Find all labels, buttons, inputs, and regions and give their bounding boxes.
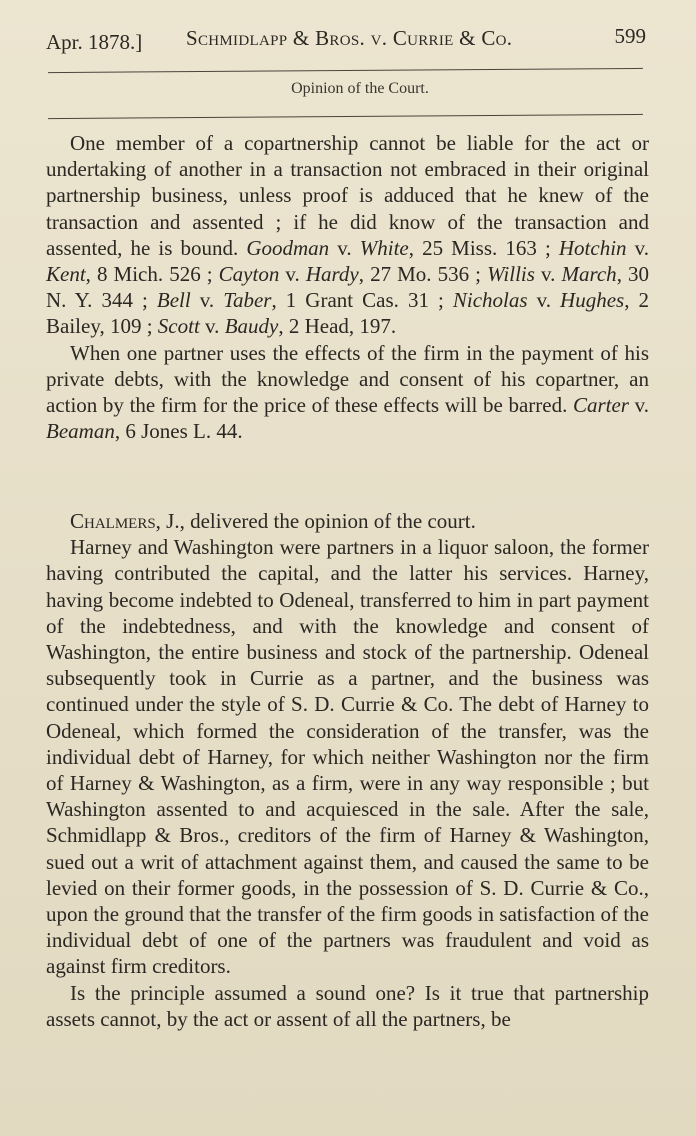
text-run: v. — [199, 314, 225, 339]
case-name: Willis — [487, 262, 535, 287]
text-run: v. — [329, 235, 360, 260]
text-run: v. — [279, 262, 306, 287]
syllabus-paragraph-1 — [46, 130, 649, 340]
header-case-title: Schmidlapp & Bros. v. Currie & Co. — [186, 26, 513, 50]
case-name: White — [359, 235, 409, 260]
opinion-opening-text: , delivered the opinion of the court. — [179, 509, 476, 533]
case-name: Beaman — [46, 419, 115, 444]
text-run: v. — [626, 235, 650, 260]
text-run: , 25 Miss. 163 ; — [408, 235, 559, 260]
case-name: Hotchin — [558, 235, 627, 260]
text-run: , 27 Mo. 536 ; — [358, 262, 488, 287]
opinion-body — [46, 508, 649, 1032]
case-name: Bell — [156, 288, 191, 313]
header-rule-bottom — [48, 114, 643, 119]
text-run: , 6 Jones L. 44. — [114, 419, 243, 444]
syllabus-paragraph-2 — [46, 340, 649, 445]
case-name: Goodman — [246, 235, 330, 260]
text-run: , 8 Mich. 526 ; — [85, 262, 219, 287]
opinion-author: Chalmers, J. — [70, 509, 180, 533]
section-subheading: Opinion of the Court. — [291, 80, 429, 97]
text-run: v. — [534, 262, 562, 287]
case-name: Nicholas — [452, 288, 528, 313]
case-name: Taber — [223, 288, 272, 313]
text-run: , 1 Grant Cas. 31 ; — [271, 288, 453, 313]
header-rule-top — [48, 68, 643, 73]
case-name: Hardy — [305, 262, 359, 287]
syllabus — [46, 130, 649, 444]
text-run: , 30 N. Y. 344 ; — [46, 262, 650, 313]
text-run: , 2 Head, 197. — [278, 314, 397, 339]
case-name: Hughes — [560, 288, 625, 313]
case-name: Cayton — [218, 262, 280, 287]
case-name: Baudy — [224, 314, 279, 339]
case-name: Kent — [46, 262, 86, 287]
case-name: Carter — [572, 393, 629, 418]
page-number: 599 — [614, 24, 646, 48]
text-run: v. — [628, 393, 649, 418]
text-run: When one partner uses the effects of the firm in the payment of his private debts, with the knowledge and consent of his copartner, an action by the firm for the price of these effects will be barred. — [46, 340, 649, 418]
opinion-paragraph-2: Is the principle assumed a sound one? Is it true that partnership assets cannot, by the act or assent of all the partners, be — [46, 980, 649, 1031]
case-name: Scott — [157, 314, 200, 339]
header-date: Apr. 1878.] — [46, 30, 143, 54]
opinion-paragraph-1: Harney and Washington were partners in a liquor saloon, the former having contributed the capital, and the latter his services. Harney, having become indebted to Odeneal, transferred to him in part payment of the indebtedness, and with the knowledge and consent of Washington, the entire business and stock of the partnership. Odeneal subsequently took in Currie as a partner, and the business was continued under the style of S. D. Currie & Co. The debt of Harney to Odeneal, which formed the consideration of the transfer, was the individual debt of Harney, for which neither Washington nor the firm of Harney & Washington, as a firm, were in any way responsible ; but Washington assented to and acquiesced in the sale. After the sale, Schmidlapp & Bros., creditors of the firm of Harney & Washington, sued out a writ of attachment against them, and caused the same to be levied on their former goods, in the possession of S. D. Currie & Co., upon the ground that the transfer of the firm goods in satisfaction of the individual debt of one of the partners was fraudulent and void as against firm creditors. — [46, 535, 649, 979]
text-run: One member of a copartnership cannot be liable for the act or undertaking of another in a transaction not embraced in their original partnership business, unless proof is adduced that he knew of the transaction and assented ; if he did know of the transaction and assented, he is bound. — [46, 131, 649, 260]
running-header — [46, 24, 646, 54]
opinion-opening-line — [46, 508, 649, 534]
text-run: v. — [527, 288, 561, 313]
text-run: , 2 Bailey, 109 ; — [46, 288, 649, 339]
case-name: March — [561, 262, 617, 287]
text-run: v. — [190, 288, 224, 313]
